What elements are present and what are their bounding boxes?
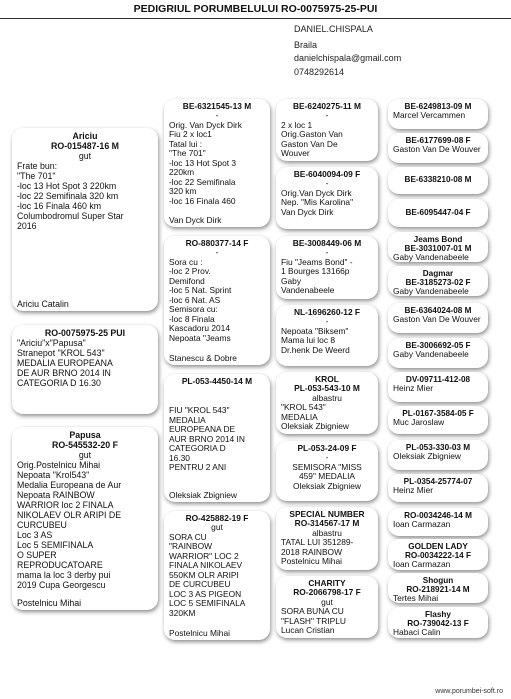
card-dam-sire [164, 374, 270, 502]
card-description: SORA CU "RAINBOW WARRIOR" LOC 2 FINALA NIKOLAEV 550KM OLR ARIPI DE CURCUBEU LOC 3 AS PIGEON LOC 5 SEMIFINALA 320KM [169, 531, 246, 618]
card-color: - [215, 247, 219, 258]
card-description: Sora cu : -loc 2 Prov. Demifond -loc 5 Nat. Sprint -loc 6 Nat. AS Semisora cu: -loc 8 Finala Kascadoru 2014 Nepoata "Jeams [169, 256, 232, 343]
card-color: - [325, 178, 329, 189]
card-owner: Habaci Calin [393, 628, 441, 638]
card-g4-7 [388, 303, 488, 333]
card-ring: BE-6249813-09 M [404, 102, 472, 111]
card-g4-5 [388, 232, 488, 262]
card-ring: NL-1696260-12 F [293, 307, 361, 317]
card-color: - [325, 247, 329, 258]
card-sire-sire [164, 99, 270, 227]
card-description: Frate bun: "The 701" -loc 13 Hot Spot 3 220km -loc 22 Semifinala 320 km -loc 16 Finala 460 km Columbodromul Super Star 2016 [17, 161, 124, 232]
card-ring: Jeams Bond BE-3031007-01 M [404, 235, 472, 254]
card-ring: BE-6321545-13 M [182, 101, 252, 111]
owner-city: Braila [294, 40, 318, 50]
card-ring: PL-0354-25774-07 [403, 477, 473, 486]
card-ring: RO-880377-14 F [185, 238, 249, 248]
card-ring: RO-425882-19 F [185, 513, 249, 523]
card-description: Nepoata "Biksem" Mama lui loc 8 Dr.henk De Weerd [281, 325, 350, 355]
card-description: SORA BUNA CU "FLASH" TRIPLU Lucan Cristian [281, 606, 346, 636]
card-owner: Gaby Vandenabeele [393, 287, 469, 296]
card-ring: DV-09711-412-08 [405, 375, 471, 384]
card-g4-9 [388, 372, 488, 402]
card-g3-6 [276, 441, 378, 501]
card-description: Orig. Van Dyck Dirk Fiu 2 x loc1 Tatal lui : "The 701" -loc 13 Hot Spot 3 220km -loc 22 Semifinala 320 km -loc 16 Finala 460 [169, 119, 242, 206]
card-owner: Heinz Mier [393, 384, 434, 394]
card-g4-4 [388, 199, 488, 227]
card-g4-6 [388, 266, 488, 296]
card-owner: Gaby Vandenabeele [393, 253, 469, 262]
card-color: albastru [312, 527, 342, 538]
card-ring: PL-0167-3584-05 F [402, 409, 474, 418]
card-color: - [325, 110, 329, 121]
card-owner: Ioan Carmazan [393, 520, 451, 530]
card-ring: PL-053-330-03 M [405, 443, 471, 452]
card-g4-12 [388, 474, 488, 502]
pedigree-header [0, 0, 511, 19]
card-dam-dam [164, 511, 270, 640]
card-g3-7 [276, 507, 378, 570]
card-ring: Shogun RO-218921-14 M [406, 576, 470, 595]
card-g3-2 [276, 167, 378, 229]
card-owner: Gaby Vandenabeele [393, 350, 469, 360]
card-ring: BE-3008449-06 M [292, 238, 362, 248]
card-owner: Postelnicu Mihai [17, 597, 82, 608]
card-ring: SPECIAL NUMBER RO-314567-17 M [289, 509, 365, 529]
card-description: SEMISORA "MISS 459" MEDALIA Oleksiak Zbigniew [292, 461, 362, 491]
card-color: gut [78, 450, 92, 461]
card-g4-2 [388, 133, 488, 163]
card-subject [12, 325, 158, 414]
card-ring: PL-053-4450-14 M [181, 376, 253, 386]
card-g3-4 [276, 305, 378, 366]
card-ring: BE-6364024-08 M [404, 306, 472, 315]
card-ring: BE-6240275-11 M [293, 101, 361, 111]
card-ring: BE-6338210-08 M [404, 175, 472, 184]
card-ring: PL-053-24-09 F [297, 443, 357, 453]
owner-name: DANIEL.CHISPALA [294, 24, 373, 34]
card-color: - [325, 452, 329, 463]
card-g3-5 [276, 372, 378, 434]
card-description: Orig.Van Dyck Dirk Nep. "Mis Karolina" Van Dyck Dirk [281, 187, 354, 217]
card-dam [12, 427, 158, 610]
card-owner: Heinz Mier [393, 486, 434, 496]
card-g4-3 [388, 167, 488, 194]
card-g4-10 [388, 406, 488, 434]
card-owner: Gaston Van De Wouver [393, 315, 481, 325]
card-g4-14 [388, 539, 488, 570]
card-owner: Muc Jaroslaw [393, 418, 445, 428]
card-g4-1 [388, 99, 488, 129]
footer-site-link[interactable]: www.porumbei-soft.ro [435, 688, 503, 695]
owner-phone: 0748292614 [294, 67, 345, 77]
card-ring: Ariciu RO-015487-16 M [51, 131, 119, 152]
card-ring: BE-6177699-08 F [405, 136, 471, 145]
card-g4-11 [388, 440, 488, 470]
card-g3-1 [276, 99, 378, 161]
card-owner: Stanescu & Dobre [169, 353, 237, 363]
card-description: 2 x loc 1 Orig.Gaston Van Gaston Van De Wouver [281, 119, 343, 159]
card-color: gut [211, 522, 223, 533]
card-sire-dam [164, 236, 270, 365]
card-owner: Gaston Van De Wouver [393, 145, 481, 155]
card-ring: KROL PL-053-543-10 M [294, 374, 360, 394]
card-description: FIU "KROL 543" MEDALIA EUROPEANA DE AUR BRNO 2014 IN CATEGORIA D 16.30 PENTRU 2 ANI [169, 405, 245, 473]
card-owner: Oleksiak Zbigniew [169, 490, 237, 500]
card-sire [12, 128, 158, 311]
card-ring: Flashy RO-739042-13 F [407, 610, 469, 629]
card-owner: Postelnicu Mihai [169, 628, 230, 638]
card-owner: Van Dyck Dirk [169, 215, 222, 225]
card-g3-8 [276, 576, 378, 638]
card-owner: Ioan Carmazan [393, 560, 451, 570]
card-g4-13 [388, 508, 488, 536]
card-g4-16 [388, 607, 488, 638]
card-owner: Oleksiak Zbigniew [393, 452, 461, 462]
card-description: Orig.Postelnicu Mihai Nepoata "Krol543" Medalia Europeana de Aur Nepoata RAINBOW WARRIOR loc 2 FINALA NIKOLAEV OLR ARIPI DE CURCUBEU Loc 3 AS Loc 5 SEMIFINALA O SUPER REPRODUCATOARE mama la loc 3 derby pui 2019 Cupa Georgescu [17, 460, 122, 591]
card-ring: BE-6040094-09 F [293, 169, 361, 179]
card-color: - [215, 110, 219, 121]
card-description: "Ariciu"x"Papusa" Stranepot "KROL 543" MEDALIA EUROPEANA DE AUR BRNO 2014 IN CATEGORIA D 16.30 [17, 338, 113, 389]
card-owner: Tertes Mihai [393, 594, 439, 603]
card-ring: GOLDEN LADY RO-0034222-14 F [405, 542, 471, 561]
card-ring: Dagmar BE-3185273-02 F [405, 269, 471, 288]
card-color: gut [321, 596, 333, 607]
card-ring: RO-0075975-25 PUI [44, 328, 126, 338]
card-description: TATAL LUI 351289- 2018 RAINBOW Postelnicu Mihai [281, 537, 354, 567]
card-g3-3 [276, 236, 378, 299]
card-ring: BE-6095447-04 F [405, 208, 471, 217]
card-color: gut [78, 151, 92, 162]
card-g4-8 [388, 338, 488, 368]
pedigree-title: PEDIGRIUL PORUMBELULUI RO-0075975-25-PUI [133, 3, 378, 15]
card-ring: Papusa RO-545532-20 F [51, 430, 118, 451]
card-ring: CHARITY RO-2066798-17 F [293, 578, 361, 598]
card-color: albastru [312, 392, 342, 403]
card-owner: Marcel Vercammen [393, 111, 466, 121]
owner-email: danielchispala@gmail.com [294, 53, 402, 63]
card-description: Fiu "Jeams Bond" - 1 Bourges 13166p Gaby Vandenabeele [281, 256, 353, 296]
card-g4-15 [388, 573, 488, 603]
card-ring: RO-0034246-14 M [404, 511, 472, 520]
card-color: - [325, 316, 329, 327]
card-ring: BE-3006692-05 F [405, 341, 471, 350]
card-owner: Ariciu Catalin [17, 298, 69, 309]
card-description: "KROL 543" MEDALIA Oleksiak Zbigniew [281, 402, 349, 432]
